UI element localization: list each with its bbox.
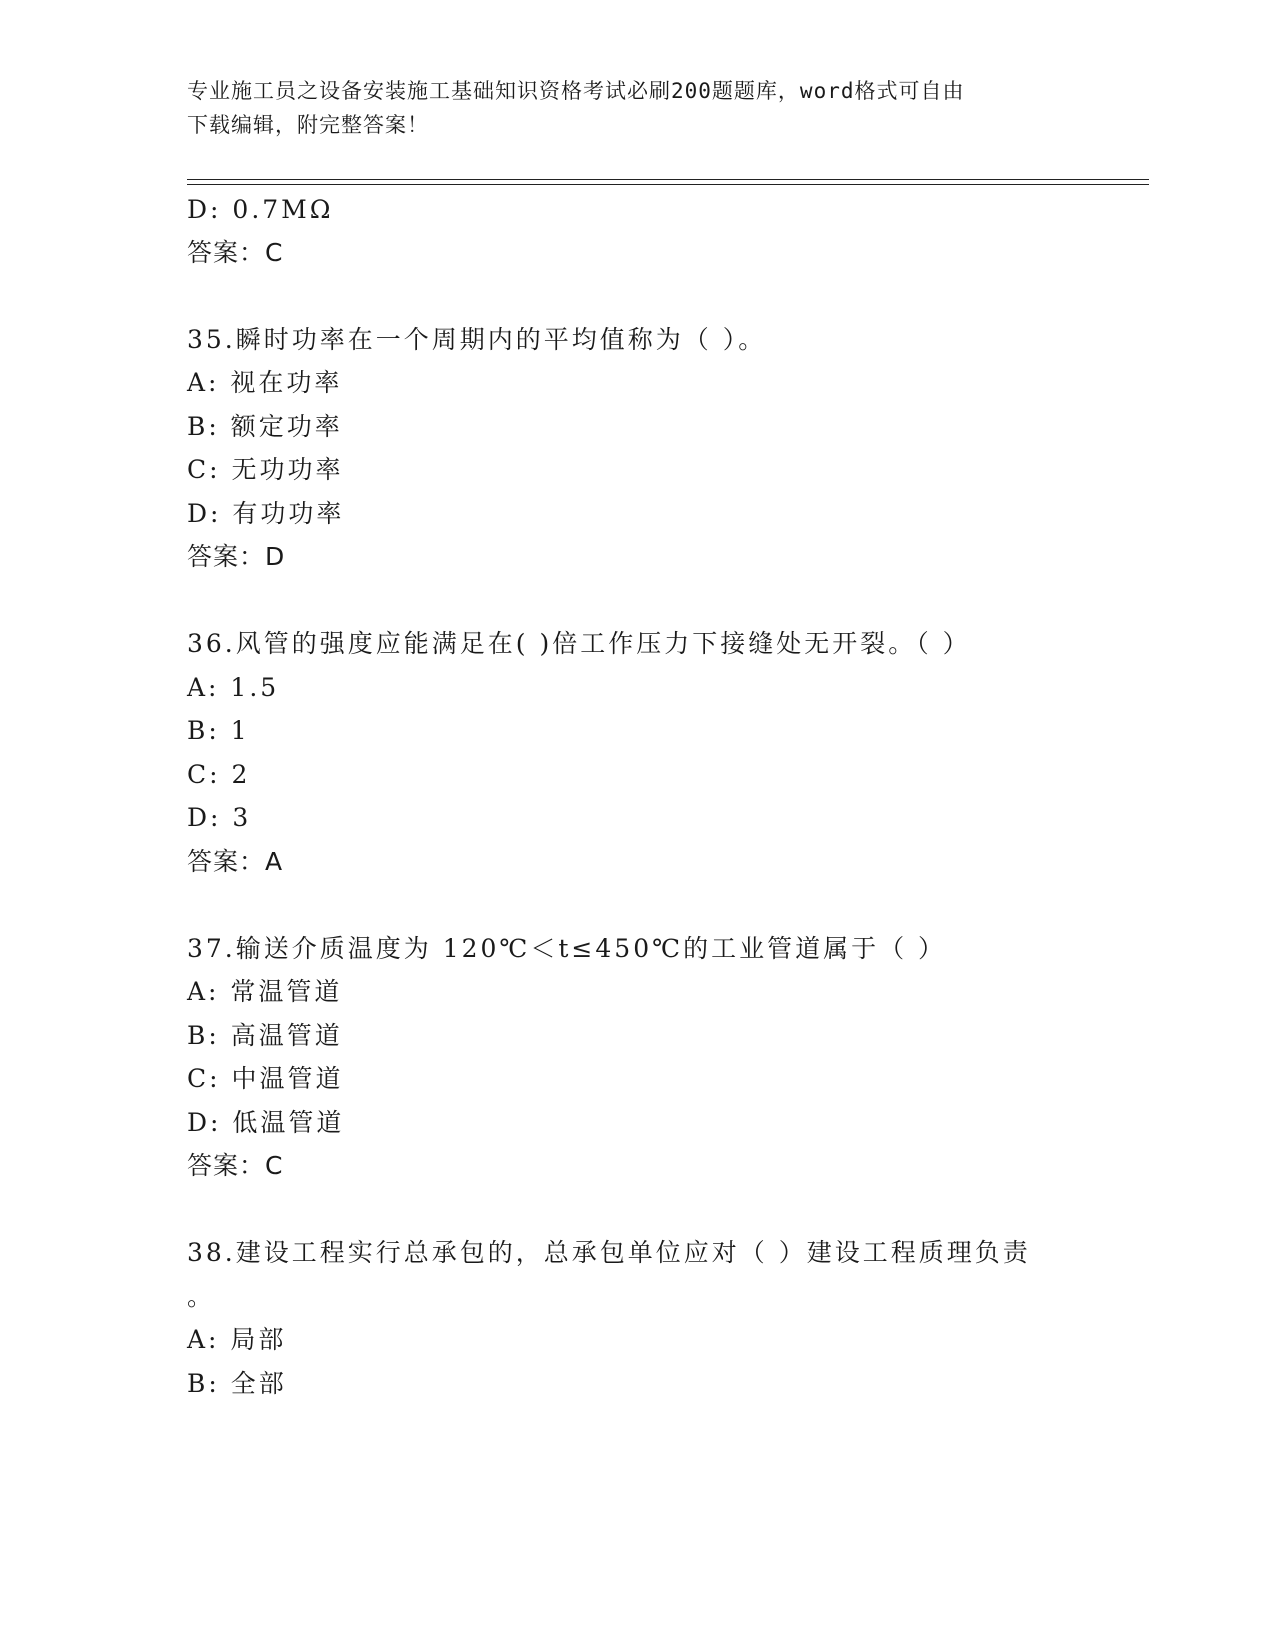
question-35-option-b: B: 额定功率 bbox=[187, 412, 343, 441]
question-36-option-a: A: 1.5 bbox=[187, 673, 280, 702]
document-header bbox=[187, 74, 1067, 142]
question-36-option-d: D: 3 bbox=[187, 803, 252, 832]
question-37-option-d: D: 低温管道 bbox=[187, 1108, 345, 1137]
question-38-stem: 38.建设工程实行总承包的，总承包单位应对（ ）建设工程质理负责 bbox=[187, 1238, 1031, 1267]
header-line-2: 下载编辑，附完整答案！ bbox=[187, 113, 429, 137]
question-37-answer: 答案：C bbox=[187, 1151, 284, 1180]
question-36-option-c: C: 2 bbox=[187, 760, 251, 789]
question-37-option-c: C: 中温管道 bbox=[187, 1064, 344, 1093]
question-37-option-b: B: 高温管道 bbox=[187, 1021, 343, 1050]
question-35-option-d: D: 有功功率 bbox=[187, 499, 345, 528]
header-line-1: 专业施工员之设备安装施工基础知识资格考试必刷200题题库，word格式可自由 bbox=[187, 79, 965, 103]
question-38-option-a: A: 局部 bbox=[187, 1325, 287, 1354]
question-37-stem: 37.输送介质温度为 120℃＜t≤450℃的工业管道属于（ ） bbox=[187, 934, 947, 963]
header-divider-top bbox=[187, 179, 1149, 180]
question-35-option-c: C: 无功功率 bbox=[187, 455, 344, 484]
question-38-stem-continued: 。 bbox=[187, 1282, 216, 1311]
question-35-stem: 35.瞬时功率在一个周期内的平均值称为（ ）。 bbox=[187, 325, 767, 354]
question-35-answer: 答案：D bbox=[187, 542, 286, 571]
question-35-option-a: A: 视在功率 bbox=[187, 368, 343, 397]
question-37-option-a: A: 常温管道 bbox=[187, 977, 343, 1006]
question-38-option-b: B: 全部 bbox=[187, 1369, 287, 1398]
prev-option-d: D: 0.7MΩ bbox=[187, 195, 334, 224]
question-36-answer: 答案：A bbox=[187, 847, 284, 876]
prev-answer: 答案：C bbox=[187, 238, 284, 267]
question-36-stem: 36.风管的强度应能满足在( )倍工作压力下接缝处无开裂。（ ） bbox=[187, 629, 971, 658]
header-divider-bottom bbox=[187, 184, 1149, 185]
question-36-option-b: B: 1 bbox=[187, 716, 250, 745]
